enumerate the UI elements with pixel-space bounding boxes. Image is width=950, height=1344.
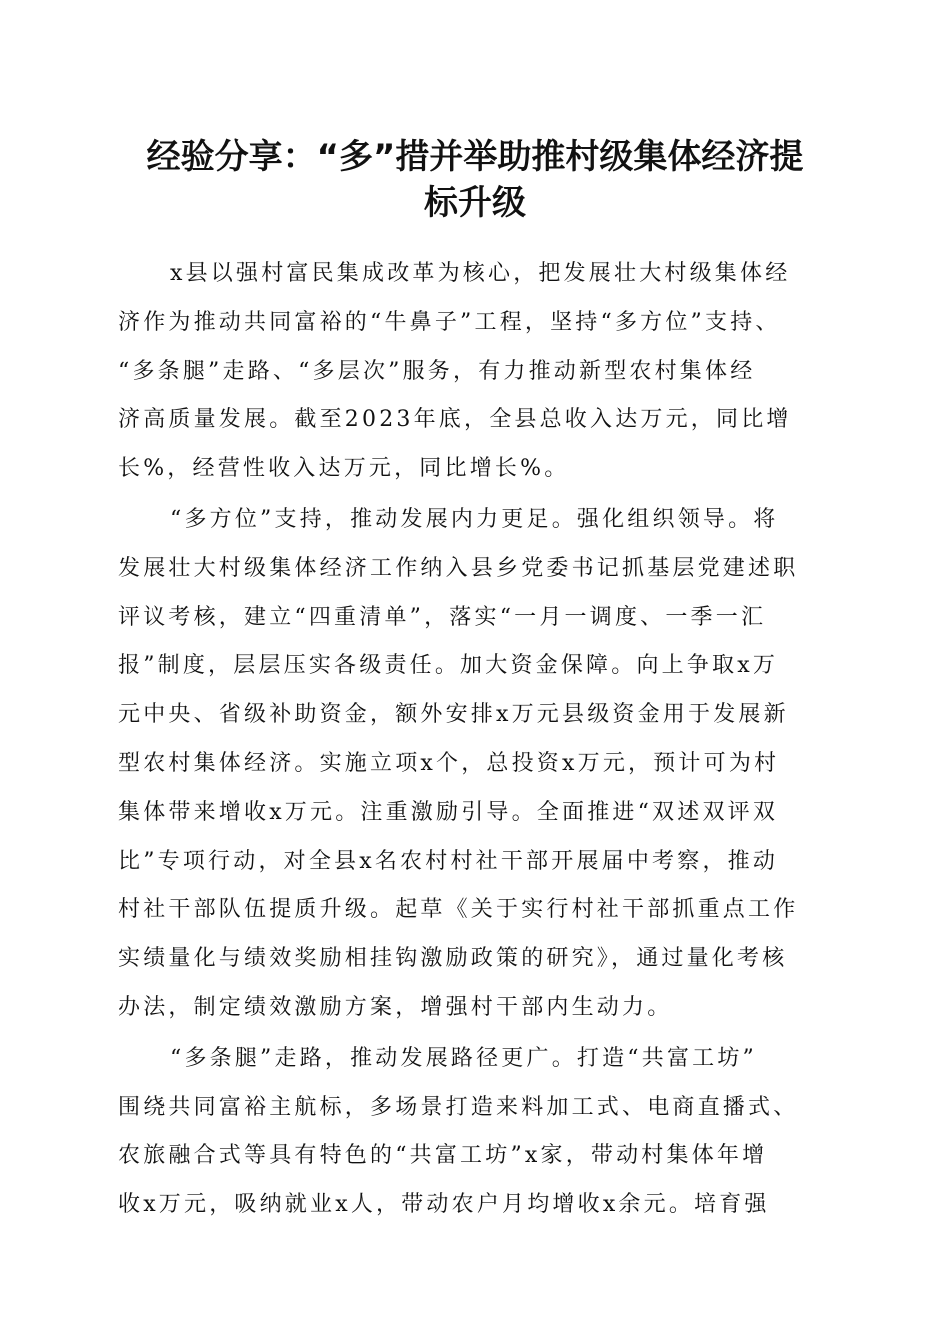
text-line: 办法，制定绩效激励方案，增强村干部内生动力。 (118, 994, 673, 1020)
text-line: 济作为推动共同富裕的“牛鼻子”工程，坚持“多方位”支持、 (118, 309, 781, 335)
paragraph-3 (118, 1035, 830, 1230)
paragraph-2 (118, 496, 830, 1033)
text-line: “多条腿”走路、“多层次”服务，有力推动新型农村集体经 (118, 358, 756, 384)
text-line: 型农村集体经济。实施立项x个，总投资x万元，预计可为村 (118, 750, 780, 776)
text-line: “多条腿”走路，推动发展路径更广。打造“共富工坊” (170, 1045, 757, 1071)
text-line: 济高质量发展。截至2023年底，全县总收入达万元，同比增 (118, 407, 792, 433)
text-line: 围绕共同富裕主航标，多场景打造来料加工式、电商直播式、 (118, 1094, 799, 1120)
text-line: 长%，经营性收入达万元，同比增长%。 (118, 456, 570, 482)
text-line: 农旅融合式等具有特色的“共富工坊”x家，带动村集体年增 (118, 1143, 768, 1169)
text-line: 元中央、省级补助资金，额外安排x万元县级资金用于发展新 (118, 702, 789, 728)
page-title (110, 134, 840, 226)
text-line: x县以强村富民集成改革为核心，把发展壮大村级集体经 (170, 261, 791, 286)
title-line-1: 经验分享：“多”措并举助推村级集体经济提 (146, 137, 804, 177)
document-body (118, 250, 830, 1232)
text-line: 比”专项行动，对全县x名农村村社干部开展届中考察，推动 (118, 848, 779, 874)
paragraph-1 (118, 250, 830, 494)
title-line-2: 标升级 (424, 183, 526, 223)
text-line: 集体带来增收x万元。注重激励引导。全面推进“双述双评双 (118, 799, 779, 825)
text-line: 报”制度，层层压实各级责任。加大资金保障。向上争取x万 (118, 653, 779, 679)
text-line: 收x万元，吸纳就业x人，带动农户月均增收x余元。培育强 (118, 1192, 770, 1218)
text-line: “多方位”支持，推动发展内力更足。强化组织领导。将 (170, 506, 779, 532)
text-line: 实绩量化与绩效奖励相挂钩激励政策的研究》，通过量化考核 (118, 946, 788, 972)
text-line: 评议考核，建立“四重清单”，落实“一月一调度、一季一汇 (118, 604, 767, 630)
text-line: 发展壮大村级集体经济工作纳入县乡党委书记抓基层党建述职 (118, 555, 799, 581)
text-line: 村社干部队伍提质升级。起草《关于实行村社干部抓重点工作 (118, 897, 799, 923)
